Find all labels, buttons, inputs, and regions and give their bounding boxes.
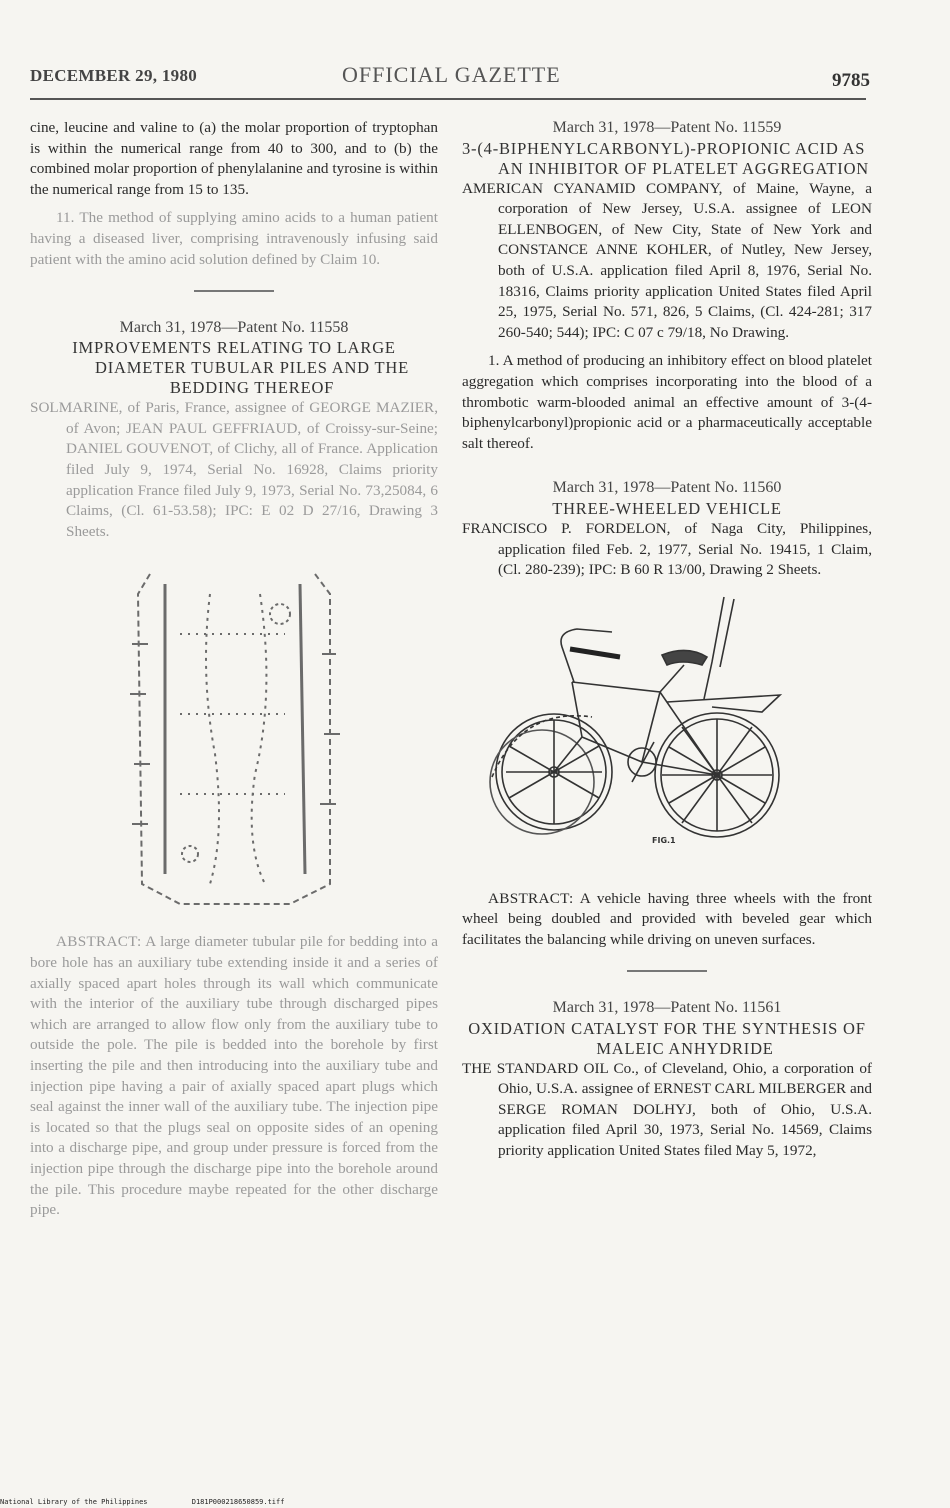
page-number: 9785 — [832, 70, 870, 91]
patent-11561-assignee: THE STANDARD OIL Co., of Cleveland, Ohio, a corporation of Ohio, U.S.A. assignee of ERNEST CARL MILBERGER and SERGE ROMAN DOLHYJ, both of Ohio, U.S.A. application filed April 30, 1973, Serial No. 14569, Claims priority application United States filed May 5, 1972, — [462, 1059, 872, 1159]
continued-claim-text: cine, leucine and valine to (a) the molar proportion of tryptophan is within the numerical range from 40 to 300, and to (b) the combined molar proportion of phenylalanine and tyrosine is within the numerical range from 15 to 135. — [30, 119, 438, 198]
patent-11558-abstract — [30, 932, 438, 1220]
patent-11559-assignee: AMERICAN CYANAMID COMPANY, of Maine, Wayne, a corporation of New Jersey, U.S.A. assignee of LEON ELLENBOGEN, of New City, State of New York and CONSTANCE ANNE KOHLER, of Nutley, New Jersey, both of U.S.A. application filed April 8, 1976, Serial No. 18316, Claims priority application United States filed April 25, 1975, Serial No. 571, 826, 5 Claims, (Cl. 424-281; 317 260-540; 544); IPC: C 07 c 79/18, No Drawing. — [462, 179, 872, 341]
patent-11561-title: OXIDATION CATALYST FOR THE SYNTHESIS OF MALEIC ANHYDRIDE — [468, 1018, 866, 1058]
publication-title: OFFICIAL GAZETTE — [342, 62, 561, 87]
claim-11: 11. The method of supplying amino acids to a human patient having a diseased liver, comprising intravenously infusing said patient with the amino acid solution defined by Claim 10. — [30, 209, 438, 268]
figure-label: FIG.1 — [652, 835, 676, 845]
scan-footer — [0, 1498, 324, 1506]
patent-11560-title: THREE-WHEELED VEHICLE — [552, 498, 782, 518]
page-header — [30, 62, 870, 92]
patent-11561-date: March 31, 1978—Patent No. 11561 — [552, 998, 782, 1016]
abstract-label: ABSTRACT: — [56, 933, 142, 951]
section-divider — [627, 970, 707, 972]
right-column — [462, 118, 872, 1162]
abstract-text: A vehicle having three wheels with the front wheel being doubled and provided with beveled gear which facilitates the balancing while driving on uneven surfaces. — [462, 889, 872, 948]
tubular-pile-drawing — [30, 554, 438, 914]
abstract-text: A large diameter tubular pile for bedding into a bore hole has an auxiliary tube extending inside it and a series of axially spaced apart holes through its wall which communicate with the interior of the auxiliary tube through discharged pipes which are arranged to allow flow only from the auxiliary tube to outside the pole. The pile is bedded into the borehole by first inserting the pile and then introducing into the auxiliary tube and injection pipe having a pair of axially spaced apart plugs which seal against the inner wall of the auxiliary tube. The injection pipe is located so that the plugs seal on opposite sides of an opening into a discharge pipe, and group under pressure is forced from the injection pipe through the discharge pipe into the borehole around the pile. This procedure maybe repeated for the other discharge pipe. — [30, 933, 438, 1219]
footer-file: D181P000218650859.tiff — [191, 1498, 285, 1506]
patent-11560-abstract — [462, 889, 872, 951]
patent-11559-claim-1: 1. A method of producing an inhibitory effect on blood platelet aggregation which comprises incorporating into the blood of a thrombotic warm-blooded animal an effective amount of 3-(4-biphenylcarbonyl)propionic acid or a pharmaceutically acceptable salt thereof. — [462, 352, 872, 452]
left-column — [30, 118, 438, 1221]
patent-11559-title: 3-(4-BIPHENYLCARBONYL)-PROPIONIC ACID AS AN INHIBITOR OF PLATELET AGGREGATION — [462, 138, 870, 178]
patent-11560-date: March 31, 1978—Patent No. 11560 — [552, 479, 782, 497]
section-divider — [194, 290, 274, 292]
bicycle-figure — [462, 581, 872, 871]
patent-11558-title: IMPROVEMENTS RELATING TO LARGE DIAMETER TUBULAR PILES AND THE BEDDING THEREOF — [72, 338, 409, 398]
patent-11560-assignee: FRANCISCO P. FORDELON, of Naga City, Philippines, application filed Feb. 2, 1977, Serial No. 19415, 1 Claim, (Cl. 280-239); IPC: B 60 R 13/00, Drawing 2 Sheets. — [462, 519, 872, 579]
patent-11558-date: March 31, 1978—Patent No. 11558 — [119, 318, 349, 336]
patent-11559-date: March 31, 1978—Patent No. 11559 — [552, 119, 782, 136]
three-wheeled-vehicle-drawing — [462, 587, 872, 857]
footer-source: National Library of the Philippines — [0, 1498, 148, 1506]
abstract-label: ABSTRACT: — [488, 889, 574, 907]
issue-date: DECEMBER 29, 1980 — [30, 66, 198, 85]
patent-11558-assignee: SOLMARINE, of Paris, France, assignee of GEORGE MAZIER, of Avon; JEAN PAUL GEFFRIAUD, of Croissy-sur-Seine; DANIEL GOUVENOT, of Clichy, all of France. Application filed July 9, 1974, Serial No. 16928, Claims priority application France filed July 9, 1973, Serial No. 73,25084, 6 Claims, (Cl. 61-53.58); IPC: E 02 D 27/16, Drawing 3 Sheets. — [30, 399, 438, 540]
header-rule — [30, 98, 866, 100]
